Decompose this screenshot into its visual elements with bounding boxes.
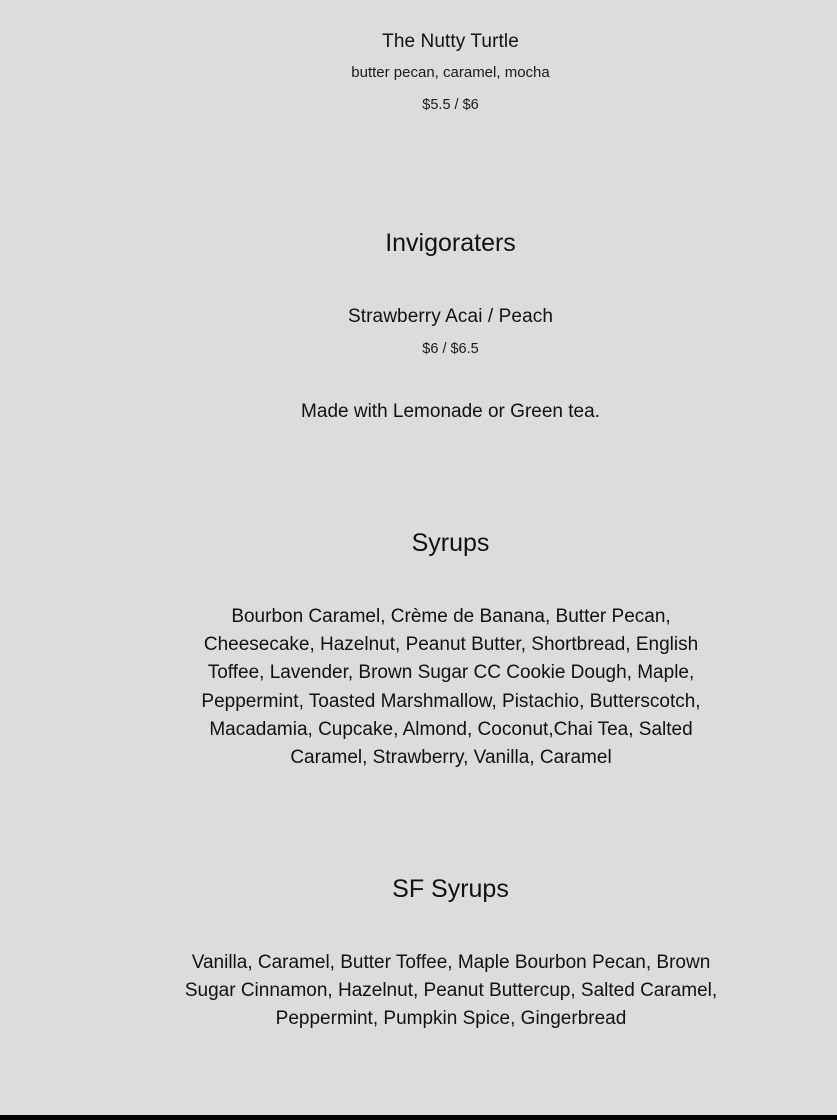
section-title-invigoraters: Invigoraters [385,229,516,257]
section-title-sf-syrups: SF Syrups [392,875,509,903]
syrups-list: Bourbon Caramel, Crème de Banana, Butter Pecan, Cheesecake, Hazelnut, Peanut Butter, Shortbread, English Toffee, Lavender, Brown Sugar CC Cookie Dough, Maple, Peppermint, Toasted Marshmallow, Pistachio, Butterscotch, Macadamia, Cupcake, Almond, Coconut,Chai Tea, Salted Caramel, Strawberry, Vanilla, Caramel [201,606,701,769]
item-price-nutty-turtle: $5.5 / $6 [422,97,479,113]
item-name-nutty-turtle: The Nutty Turtle [382,31,519,52]
item-description-nutty-turtle: butter pecan, caramel, mocha [351,64,550,81]
sf-syrups-list: Vanilla, Caramel, Butter Toffee, Maple Bourbon Pecan, Brown Sugar Cinnamon, Hazelnut, Peanut Buttercup, Salted Caramel, Peppermint, Pumpkin Spice, Gingerbread [184,952,718,1030]
invigoraters-note: Made with Lemonade or Green tea. [301,401,600,422]
section-title-syrups: Syrups [411,529,490,557]
item-price-strawberry-acai-peach: $6 / $6.5 [422,341,479,357]
item-name-strawberry-acai-peach: Strawberry Acai / Peach [347,306,554,327]
footer-bar [0,1115,837,1120]
